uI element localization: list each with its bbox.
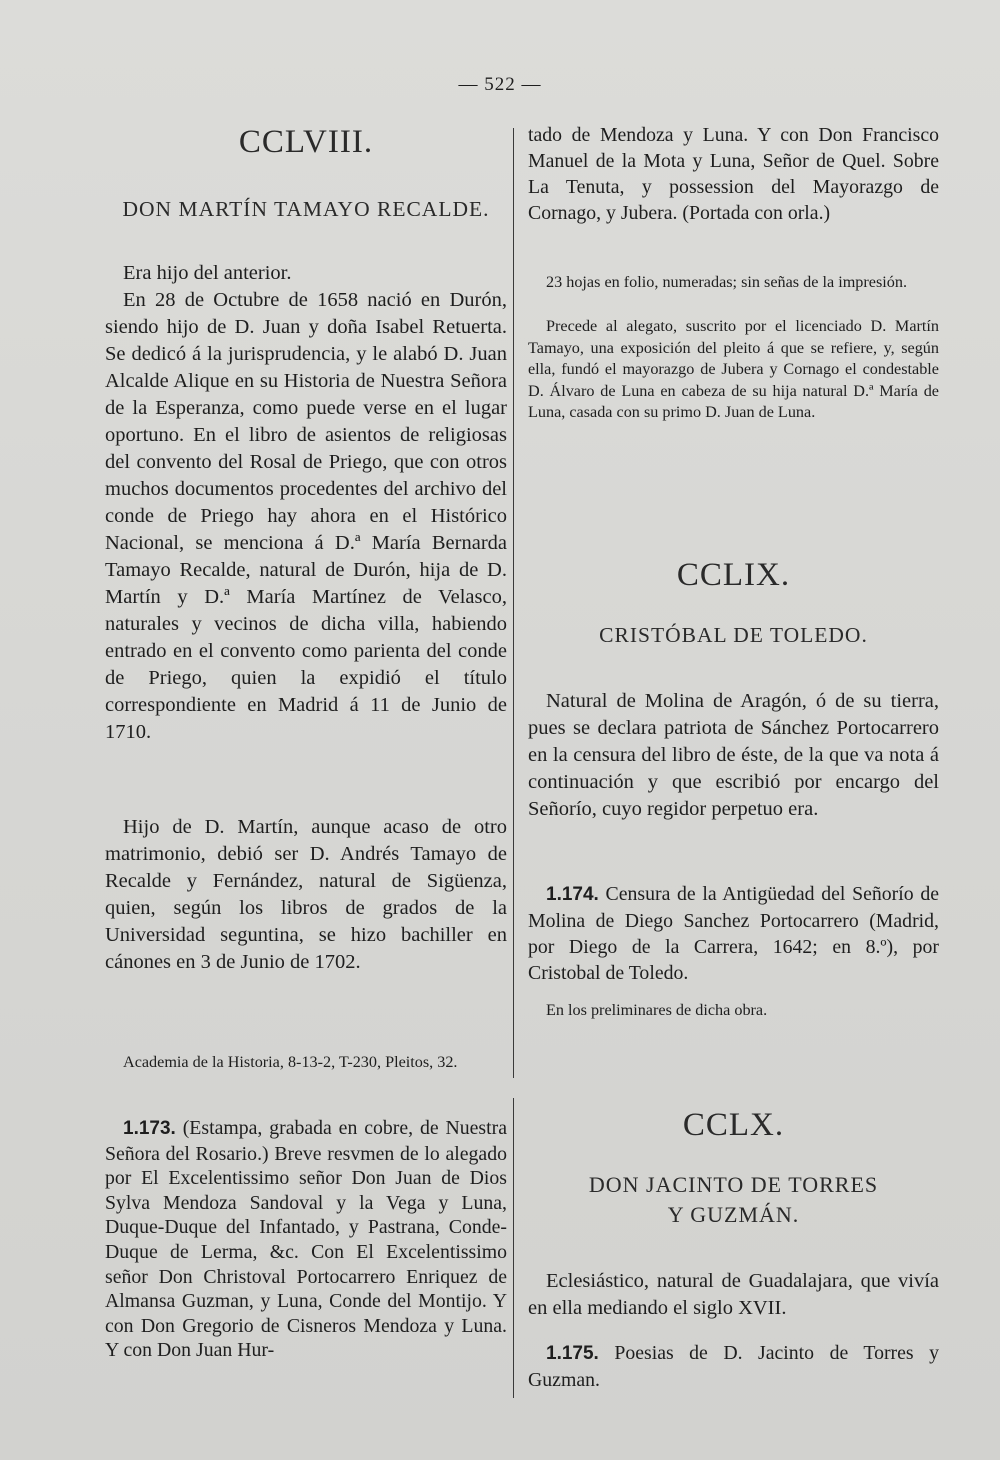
title-line-1: DON JACINTO DE TORRES [588,1172,879,1197]
entry-text: Censura de la Antigüedad del Señorío de Molina de Diego Sanchez Portocarrero (Madrid, por Diego de la Carrera, 1642; en 8.º), por Cristobal de Toledo. [528,883,940,984]
entry-number: 1.175. [546,1343,599,1364]
column-divider-upper [513,128,514,1078]
paragraph-biography: En 28 de Octubre de 1658 nació en Durón, siendo hijo de D. Juan y doña Isabel Retuerta. Se dedicó á la jurisprudencia, y le alabó D. Juan Alcalde Alique en su Historia de Nuestra Señora de la Esperanza, como puede verse en el lugar oportuno. En el libro de asientos de religiosas del convento del Rosal de Priego, que con otros muchos documentos procedentes del archivo del conde de Priego hay ahora en el Histórico Nacional, se menciona á D.ª María Bernarda Tamayo Recalde, natural de Durón, hija de D. Martín y D.ª María Martínez de Velasco, naturales y vecinos de dicha villa, habiendo entrado en el convento como parienta del conde de Priego, quien la expidió el título correspondiente en Madrid á 11 de Junio de 1710. [105,289,507,743]
note-alegato: Precede al alegato, suscrito por el licenciado D. Martín Tamayo, una exposición del pleito á que se refiere, y, según ella, fundó el mayorazgo de Jubera y Cornago el condestable D. Álvaro de Luna en cabeza de su hija natural D.ª María de Luna, casada con su primo D. Juan de Luna. [528,317,939,422]
note-preliminares: En los preliminares de dicha obra. [546,1001,768,1019]
entry-1175 [528,1340,939,1393]
section-heading-cclix: CCLIX. [676,557,791,593]
entry-number: 1.173. [123,1118,176,1139]
entry-text: Poesias de D. Jacinto de Torres y Guzman. [528,1342,939,1391]
archive-reference: Academia de la Historia, 8-13-2, T-230, Pleitos, 32. [123,1053,458,1071]
title-line-2: Y GUZMÁN. [667,1201,800,1227]
column-divider-lower [513,1098,514,1398]
paragraph-jacinto-torres: Eclesiástico, natural de Guadalajara, que vivía en ella mediando el siglo XVII. [528,1270,939,1319]
section-title-cristobal-toledo: CRISTÓBAL DE TOLEDO. [599,623,868,647]
section-title-jacinto-torres [528,1170,939,1229]
paragraph-intro: Era hijo del anterior. [123,262,292,284]
section-title-martin-tamayo: DON MARTÍN TAMAYO RECALDE. [122,197,490,221]
section-heading-cclx: CCLX. [682,1107,785,1143]
entry-1174 [528,881,939,986]
paragraph-cristobal-toledo: Natural de Molina de Aragón, ó de su tierra, pues se declara patriota de Sánchez Portocarrero en la censura del libro de éste, de la que va nota á continuación y que escribió por encargo del Señorío, cuyo regidor perpetuo era. [528,690,939,820]
section-heading-cclviii: CCLVIII. [238,124,374,160]
note-hojas: 23 hojas en folio, numeradas; sin señas de la impresión. [546,273,907,291]
entry-number: 1.174. [546,884,599,905]
entry-1173 [105,1116,507,1363]
paragraph-andres-tamayo: Hijo de D. Martín, aunque acaso de otro matrimonio, debió ser D. Andrés Tamayo de Recalde y Fernández, natural de Sigüenza, quien, según los libros de grados de la Universidad seguntina, se hizo bachiller en cánones en 3 de Junio de 1702. [105,816,507,973]
entry-text: (Estampa, grabada en cobre, de Nuestra Señora del Rosario.) Breve resvmen de lo alegado por El Excelentissimo señor Don Juan de Dios Sylva Mendoza Sandoval y la Vega y Luna, Duque-Duque del Infantado, y Pastrana, Conde-Duque de Lerma, &c. Con El Excelentissimo señor Don Christoval Portocarrero Enriquez de Almansa Guzman, y Luna, Conde del Montijo. Y con Don Gregorio de Cisneros Mendoza y Luna. Y con Don Juan Hur- [105,1117,507,1362]
entry-1173-continued: tado de Mendoza y Luna. Y con Don Francisco Manuel de la Mota y Luna, Señor de Quel. Sobre La Tenuta, y possession del Mayorazgo de Cornago, y Jubera. (Portada con orla.) [528,124,939,224]
page-number: — 522 — [458,74,542,95]
